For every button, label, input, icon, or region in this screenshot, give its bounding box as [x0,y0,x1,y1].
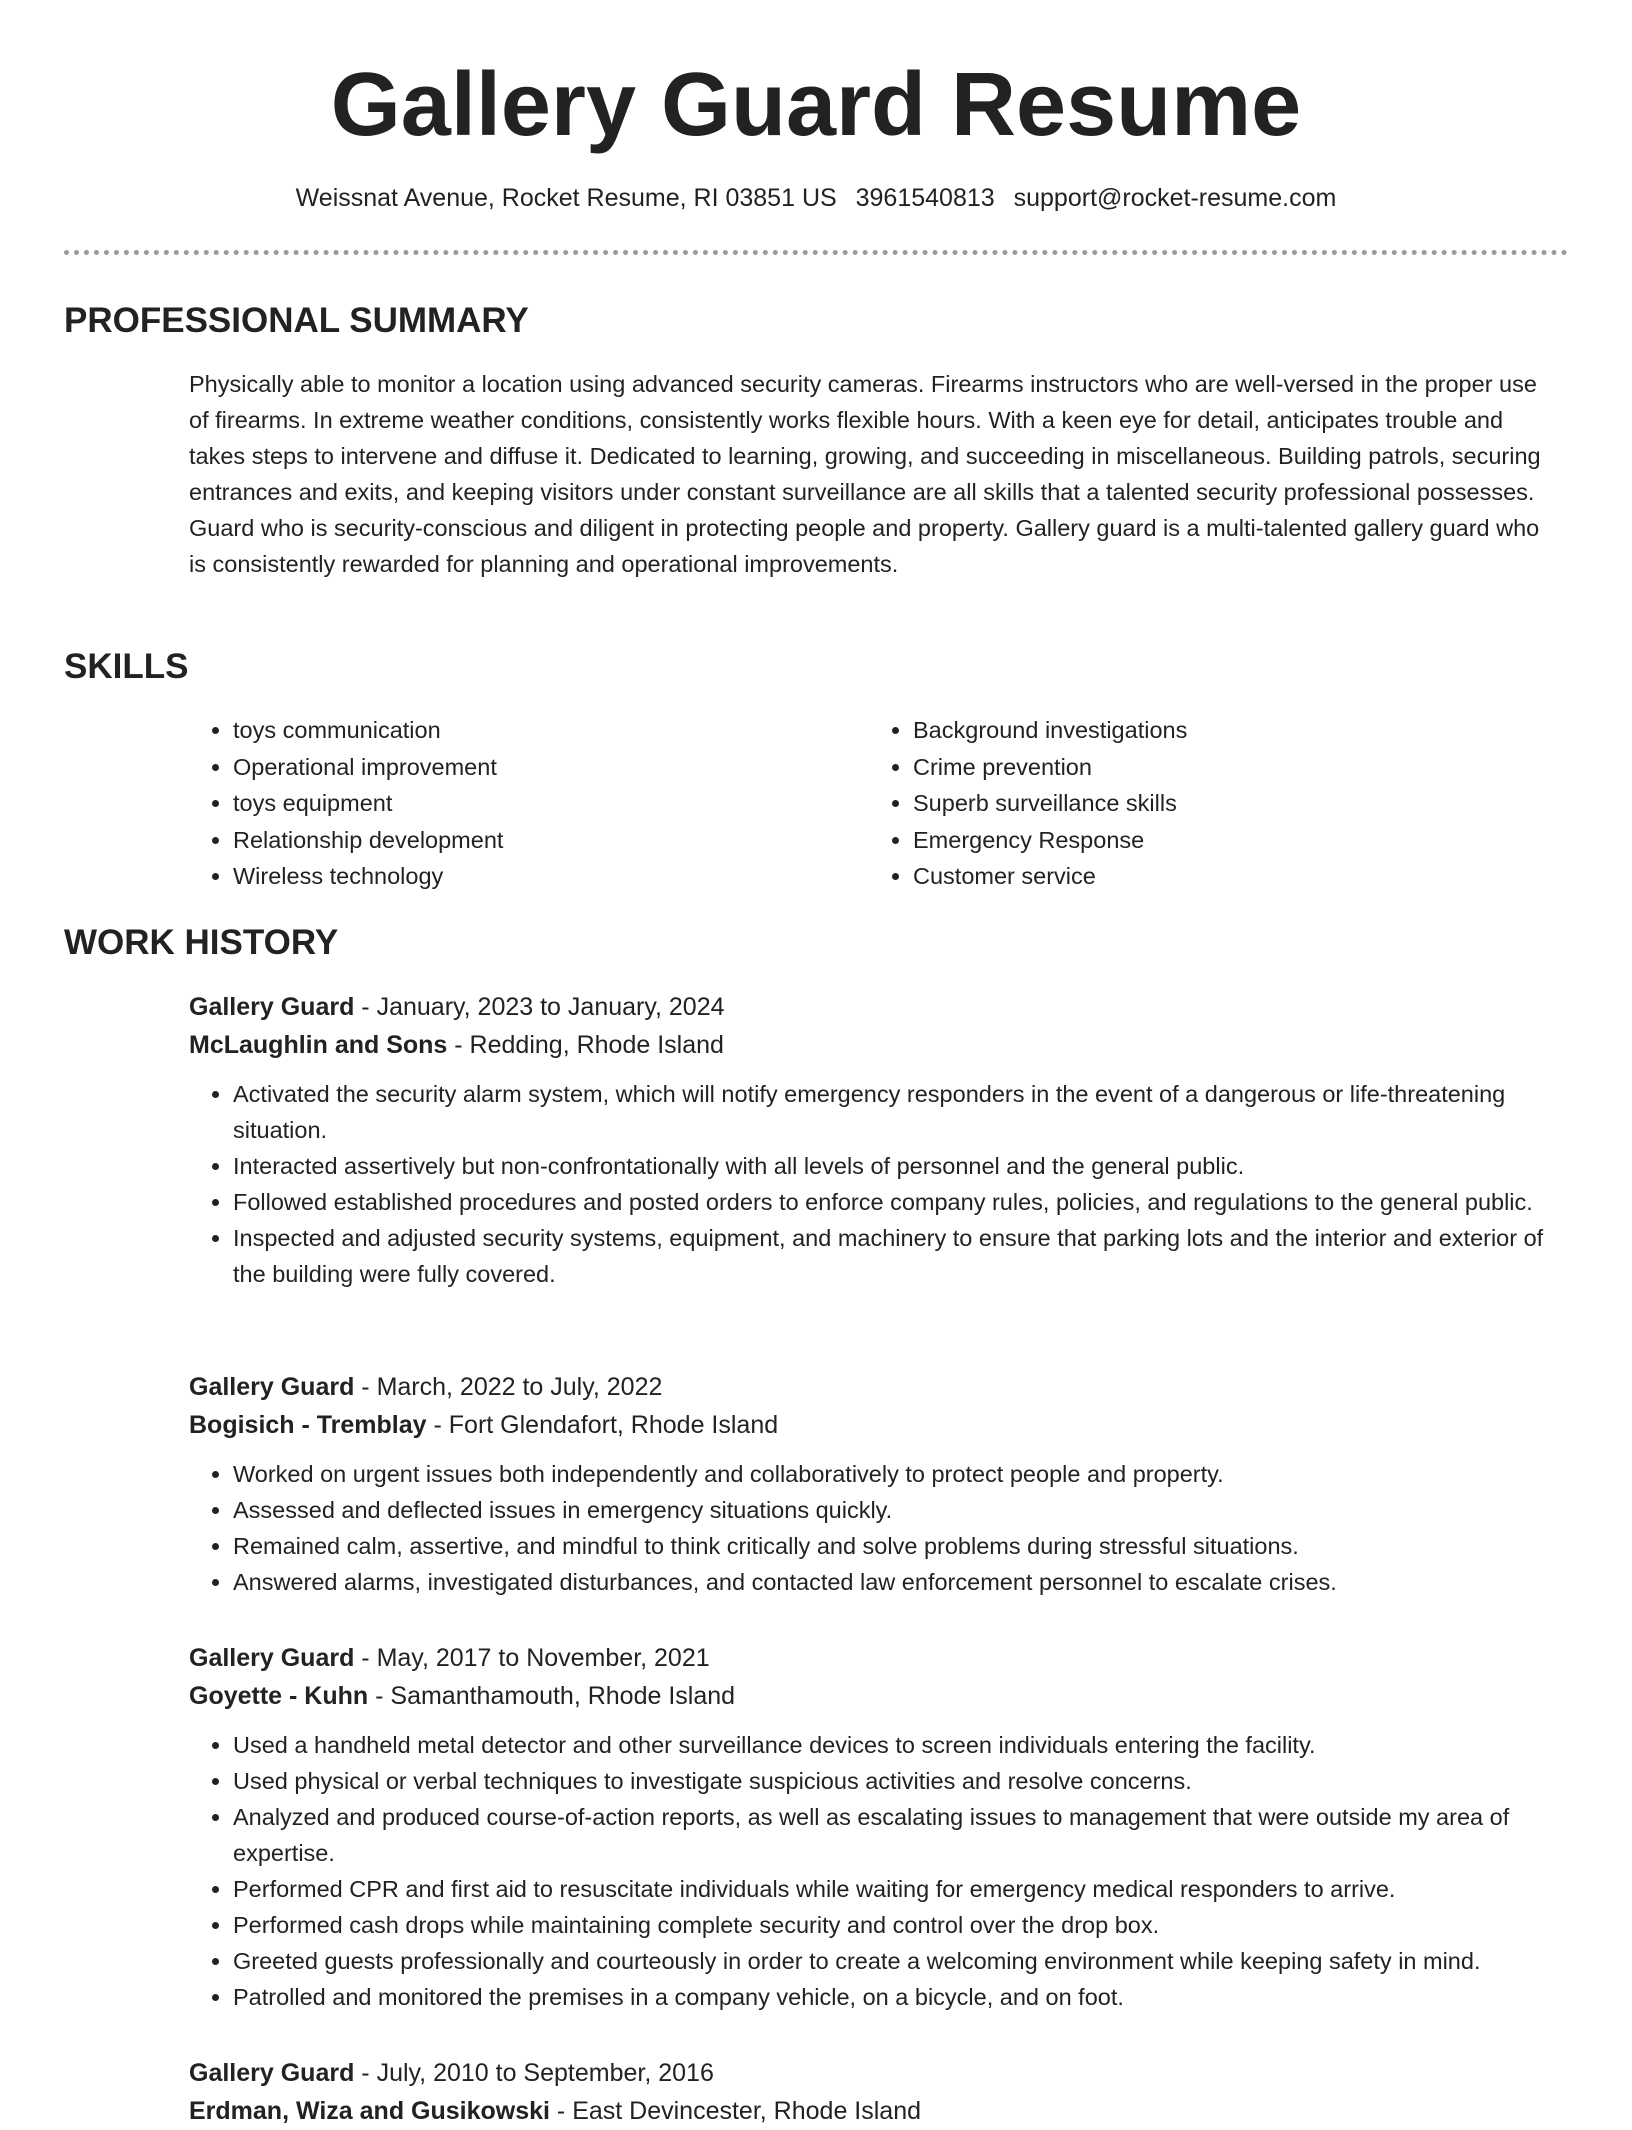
skill-item: • Customer service [913,858,1549,895]
skill-item: • Relationship development [233,822,869,859]
contact-email: support@rocket-resume.com [1013,184,1337,212]
skills-column-right [869,712,1549,895]
skill-item: • toys equipment [233,785,869,822]
job-location: - Samanthamouth, Rhode Island [368,1682,736,1710]
skill-item: • Crime prevention [913,749,1549,786]
duty-item: • Performed cash drops while maintaining complete security and control over the drop box. [233,1907,1568,1943]
job-company-line [189,1677,1568,1715]
duty-item: • Worked on urgent issues both independently and collaboratively to protect people and property. [233,1456,1568,1492]
skill-item: • Background investigations [913,712,1549,749]
job-title-line [189,1639,1568,1677]
contact-address: Weissnat Avenue, Rocket Resume, RI 03851 US [295,184,837,212]
duty-item: • Used physical or verbal techniques to investigate suspicious activities and resolve concerns. [233,1763,1568,1799]
skill-item: • toys communication [233,712,869,749]
job-dates: - March, 2022 to July, 2022 [354,1373,663,1401]
duty-item: • Inspected and adjusted security systems, equipment, and machinery to ensure that parking lots and the interior and exterior of the building were fully covered. [233,1220,1568,1292]
job-company: Bogisich - Tremblay [189,1411,427,1439]
duty-item: • Analyzed and produced course-of-action reports, as well as escalating issues to management that were outside my area of expertise. [233,1799,1568,1871]
job-title: Gallery Guard [189,2059,355,2087]
resume-title: Gallery Guard Resume [330,55,1302,155]
skills-column-left [189,712,869,895]
job-title: Gallery Guard [189,1644,355,1672]
duty-item: • Answered alarms, investigated disturbances, and contacted law enforcement personnel to escalate crises. [233,1564,1568,1600]
duty-item: • Performed CPR and first aid to resuscitate individuals while waiting for emergency medical responders to arrive. [233,1871,1568,1907]
job-title-line [189,988,1568,1026]
skill-item: • Emergency Response [913,822,1549,859]
duty-item: • Greeted guests professionally and courteously in order to create a welcoming environment while keeping safety in mind. [233,1943,1568,1979]
job-entry [189,988,1568,1292]
job-title: Gallery Guard [189,993,355,1021]
job-dates: - July, 2010 to September, 2016 [354,2059,714,2087]
summary-heading: PROFESSIONAL SUMMARY [64,301,529,340]
job-title-line [189,2054,1568,2092]
job-company: McLaughlin and Sons [189,1031,448,1059]
job-entry [189,2054,1568,2130]
duty-item: • Activated the security alarm system, which will notify emergency responders in the event of a dangerous or life-threatening situation. [233,1076,1568,1148]
duty-item: • Used a handheld metal detector and other surveillance devices to screen individuals entering the facility. [233,1727,1568,1763]
skill-item: • Superb surveillance skills [913,785,1549,822]
skill-item: • Operational improvement [233,749,869,786]
skills-list [189,712,1568,895]
job-duties [189,1076,1568,1292]
job-location: - Fort Glendafort, Rhode Island [426,1411,779,1439]
job-company: Erdman, Wiza and Gusikowski [189,2097,550,2125]
duty-item: • Assessed and deflected issues in emergency situations quickly. [233,1492,1568,1528]
contact-phone: 3961540813 [855,184,995,212]
skill-item: • Wireless technology [233,858,869,895]
job-location: - East Devincester, Rhode Island [549,2097,922,2125]
job-company-line [189,2092,1568,2130]
job-location: - Redding, Rhode Island [447,1031,724,1059]
contact-line [0,180,1632,216]
job-entry [189,1639,1568,2015]
skills-heading: SKILLS [64,647,189,686]
header-divider [64,250,1568,255]
duty-item: • Interacted assertively but non-confrontationally with all levels of personnel and the general public. [233,1148,1568,1184]
job-company-line [189,1406,1568,1444]
job-company-line [189,1026,1568,1064]
summary-text: Physically able to monitor a location using advanced security cameras. Firearms instructors who are well-versed in the proper use of firearms. In extreme weather conditions, consistently works flexible hours. With a keen eye for detail, anticipates trouble and takes steps to intervene and diffuse it. Dedicated to learning, growing, and succeeding in miscellaneous. Building patrols, securing entrances and exits, and keeping visitors under constant surveillance are all skills that a talented security professional possesses. Guard who is security-conscious and diligent in protecting people and property. Gallery guard is a multi-talented gallery guard who is consistently rewarded for planning and operational improvements. [189,371,1541,577]
work-history-heading: WORK HISTORY [64,923,339,962]
job-duties [189,1727,1568,2015]
duty-item: • Patrolled and monitored the premises in a company vehicle, on a bicycle, and on foot. [233,1979,1568,2015]
duty-item: • Followed established procedures and posted orders to enforce company rules, policies, and regulations to the general public. [233,1184,1568,1220]
job-entry [189,1368,1568,1600]
job-title-line [189,1368,1568,1406]
job-title: Gallery Guard [189,1373,355,1401]
job-dates: - May, 2017 to November, 2021 [354,1644,710,1672]
job-duties [189,1456,1568,1600]
job-dates: - January, 2023 to January, 2024 [354,993,725,1021]
duty-item: • Remained calm, assertive, and mindful to think critically and solve problems during stressful situations. [233,1528,1568,1564]
job-company: Goyette - Kuhn [189,1682,369,1710]
